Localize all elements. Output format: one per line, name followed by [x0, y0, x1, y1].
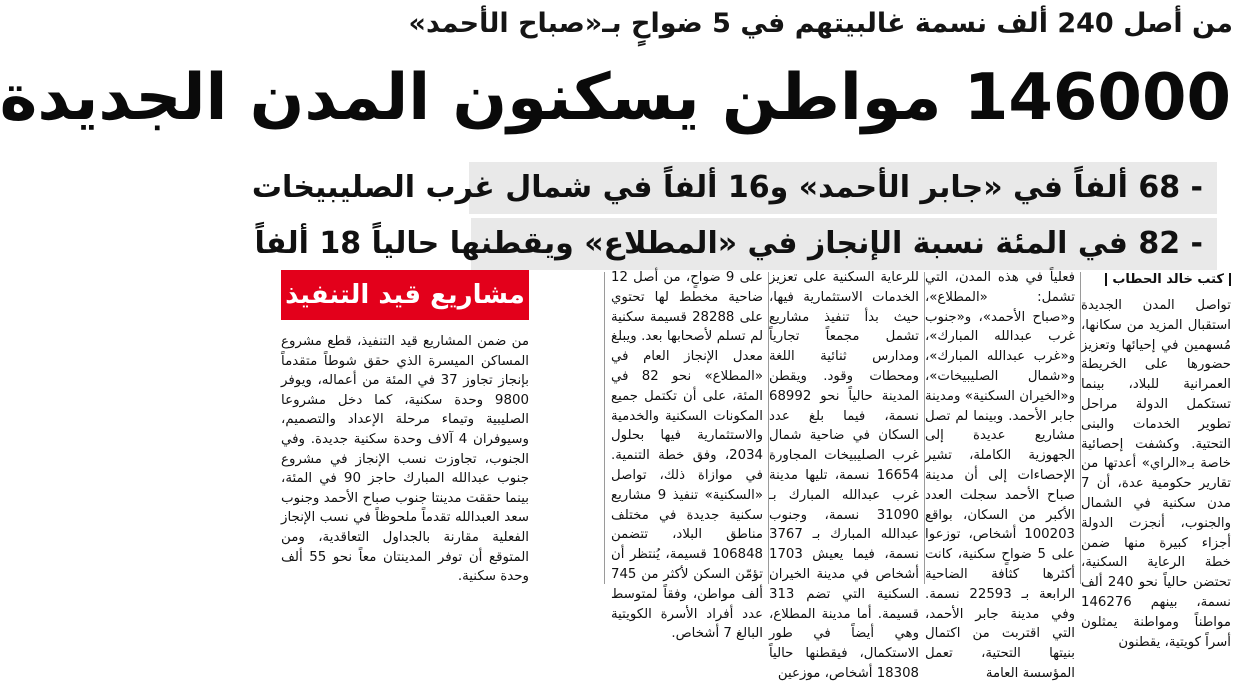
subheadline-1: - 68 ألفاً في «جابر الأحمد» و16 ألفاً في شمال غرب الصليبيخات — [469, 162, 1217, 214]
column-text: فعلياً في هذه المدن، التي تشمل: «المطلاع»، و«صباح الأحمد»، و«جنوب غرب عبدالله المبارك»، و«غرب عبدالله المبارك»، و«شمال الصليبيخات»، و«الخيران السكنية» ومدينة جابر الأحمد. وبينما لم تصل مشاريع عديدة إلى الجهوزية الكاملة، تشير الإحصاءات إلى أن مدينة صباح الأحمد سجلت العدد الأكبر من السكان، بواقع 100203 أشخاص، توزعوا على 5 ضواحٍ سكنية، كانت أكثرها كثافة الضاحية الرابعة بـ 22593 نسمة. وفي مدينة جابر الأحمد، التي اقتربت من اكتمال بنيتها التحتية، تعمل المؤسسة العامة — [925, 270, 1075, 681]
column-divider — [924, 272, 925, 584]
sidebar-box — [281, 270, 529, 588]
sidebar-box-text: من ضمن المشاريع قيد التنفيذ، قطع مشروع المساكن الميسرة الذي حقق شوطاً متقدماً بإنجاز تجاوز 37 في المئة من أعماله، ويوفر 9800 وحدة سكنية، كما دخل مشروعا الصليبية وتيماء مرحلة الإعداد والتصميم، وسيوفران 4 آلاف وحدة سكنية جديدة. وفي الجنوب، تجاوزت نسب الإنجاز في مشروع جنوب عبدالله المبارك حاجز 90 في المئة، بينما حققت مدينتا جنوب صباح الأحمد وجنوب سعد العبدالله تقدماً ملحوظاً في نسب الإنجاز الفعلية مقارنة بالجداول التعاقدية، ومن المتوقع أن توفر المدينتان معاً نحو 55 ألف وحدة سكنية. — [281, 334, 529, 585]
article-column-4 — [611, 268, 763, 642]
byline-text: كتب خالد الحطاب — [1112, 272, 1224, 287]
article-column-3 — [769, 268, 919, 681]
byline-bar-icon — [1229, 273, 1231, 286]
byline — [1081, 272, 1231, 287]
column-text: على 9 ضواحٍ، من أصل 12 ضاحية مخطط لها تحتوي على 28288 قسيمة سكنية لم تسلم لأصحابها بعد. ويبلغ معدل الإنجاز العام في «المطلاع» نحو 82 في المئة، على أن تكتمل جميع المكونات السكنية والخدمية والاستثمارية فيها بحلول 2034، وفق خطة التنمية. في موازاة ذلك، تواصل «السكنية» تنفيذ 9 مشاريع سكنية جديدة في مختلف مناطق البلاد، تتضمن 106848 قسيمة، يُنتظر أن تؤمّن السكن لأكثر من 745 ألف مواطن، وفقاً لمتوسط عدد أفراد الأسرة الكويتية البالغ 7 أشخاص. — [611, 270, 763, 642]
kicker-headline: من أصل 240 ألف نسمة غالبيتهم في 5 ضواحٍ بـ«صباح الأحمد» — [408, 8, 1233, 39]
article-column-1 — [1081, 296, 1231, 650]
main-headline: 146000 مواطن يسكنون المدن الجديدة — [0, 61, 1231, 135]
column-divider — [768, 272, 769, 584]
subheadline-2: - 82 في المئة نسبة الإنجاز في «المطلاع» ويقطنها حالياً 18 ألفاً — [471, 218, 1217, 270]
column-divider — [1080, 272, 1081, 584]
column-text: للرعاية السكنية على تعزيز الخدمات الاستثمارية فيها، حيث بدأ تنفيذ مشاريع تشمل مجمعاً تجارياً ومدارس ثنائية اللغة ومحطات وقود. ويقطن المدينة حالياً نحو 68992 نسمة، فيما بلغ عدد السكان في ضاحية شمال غرب الصليبيخات المجاورة 16654 نسمة، تليها مدينة غرب عبدالله المبارك بـ 31090 نسمة، وجنوب عبدالله المبارك بـ 3767 نسمة، فيما يعيش 1703 أشخاص في مدينة الخيران السكنية التي تضم 313 قسيمة. أما مدينة المطلاع، وهي أيضاً في طور الاستكمال، فيقطنها حالياً 18308 أشخاص، موزعين — [769, 270, 919, 681]
column-text: تواصل المدن الجديدة استقبال المزيد من سكانها، مُسهمين في إحيائها وتعزيز حضورها على الخريطة العمرانية للبلاد، بينما تستكمل الدولة مراحل تطوير الخدمات والبنى التحتية. وكشفت إحصائية خاصة بـ«الراي» أعدتها من تقارير حكومية عدة، أن 7 مدن سكنية في الشمال والجنوب، أنجزت الدولة أجزاء كبيرة منها ضمن خطة الرعاية السكنية، تحتضن حالياً نحو 240 ألف نسمة، بينهم 146276 مواطناً ومواطنة يمثلون أسراً كويتية، يقطنون — [1081, 298, 1231, 650]
byline-bar-icon — [1105, 273, 1107, 286]
article-column-2 — [925, 268, 1075, 681]
sidebar-box-title: مشاريع قيد التنفيذ — [281, 270, 529, 320]
column-divider — [604, 272, 605, 584]
